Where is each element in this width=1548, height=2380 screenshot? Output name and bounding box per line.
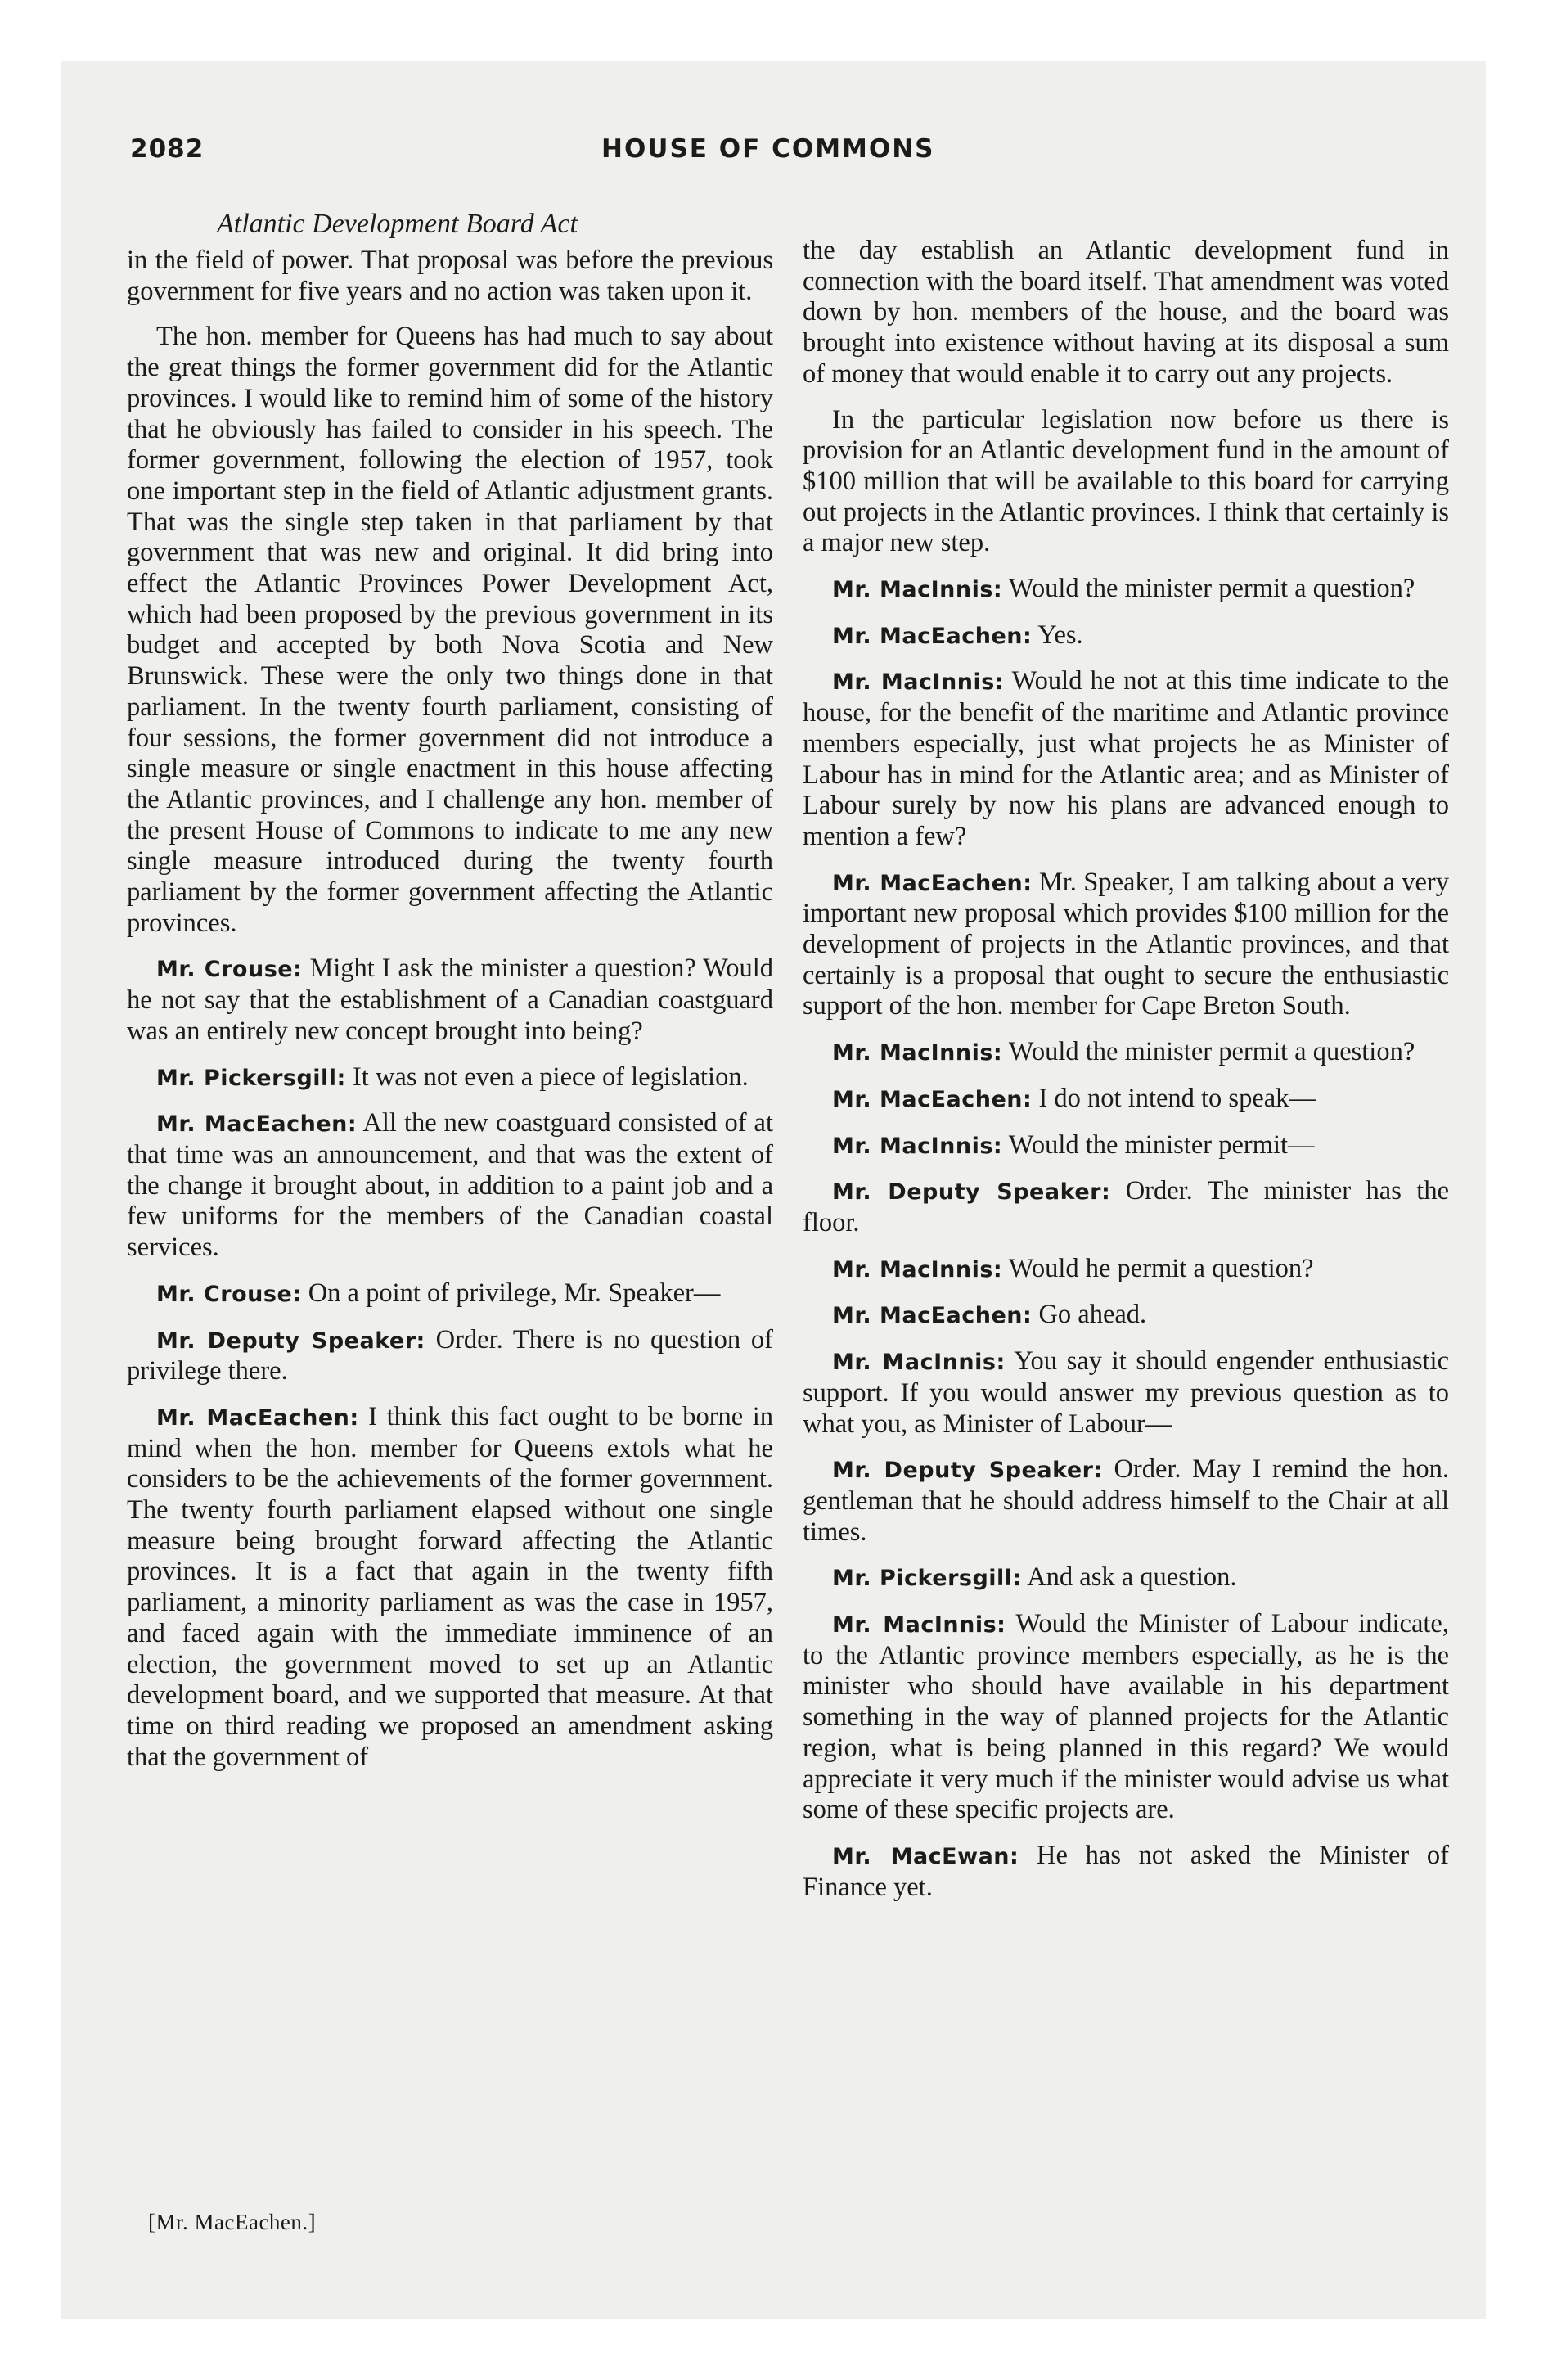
speaker-name: Mr. MacEwan: (832, 1843, 1019, 1869)
speaker-name: Mr. MacEachen: (832, 623, 1033, 649)
speech-text: in the field of power. That proposal was before the previous government for five years and no action was taken upon it. (127, 246, 773, 306)
speaker-name: Mr. MacEachen: (156, 1404, 359, 1431)
speech-paragraph (127, 246, 773, 307)
speech-paragraph (127, 1278, 773, 1310)
speech-paragraph (803, 620, 1449, 652)
speech-paragraph (803, 1300, 1449, 1332)
speaker-name: Mr. Pickersgill: (156, 1065, 346, 1091)
speech-text: Would he permit a question? (1008, 1253, 1314, 1283)
speaker-name: Mr. MacInnis: (832, 1133, 1003, 1159)
speech-paragraph (803, 236, 1449, 390)
speech-paragraph (803, 666, 1449, 852)
speaker-name: Mr. MacInnis: (832, 1256, 1003, 1282)
page-number: 2082 (130, 134, 205, 164)
right-column (803, 236, 1449, 1918)
speech-paragraph (803, 1254, 1449, 1286)
speech-paragraph (803, 868, 1449, 1023)
hansard-page (127, 131, 1460, 2262)
speech-paragraph (803, 405, 1449, 560)
speech-paragraph (127, 1325, 773, 1387)
speaker-name: Mr. MacEachen: (832, 1303, 1033, 1329)
speech-text: Order. The minister has the floor. (803, 1176, 1450, 1237)
speaker-name: Mr. MacInnis: (832, 577, 1003, 603)
speech-text: The hon. member for Queens has had much to say about the great things the former government did for the Atlantic provinces. I would like to remind him of some of the history that he obviously has failed to consider in his speech. The former government, following the election of 1957, took one important step in the field of Atlantic adjustment grants. That was the single step taken in that parliament by that government that was new and original. It did bring into effect the Atlantic Provinces Power Development Act, which had been proposed by the previous government in its budget and accepted by both Nova Scotia and New Brunswick. These were the only two things done in that parliament. In the twenty fourth parliament, consisting of four sessions, the former government did not introduce a single measure or single enactment in this house affecting the Atlantic provinces, and I challenge any hon. member of the present House of Commons to indicate to me any new single measure introduced during the twenty fourth parliament by the former government affecting the Atlantic provinces. (127, 322, 773, 938)
speech-paragraph (127, 1402, 773, 1773)
speech-paragraph (803, 1037, 1449, 1069)
speech-text: Mr. Speaker, I am talking about a very important new proposal which provides $100 million for the development of projects in the Atlantic provinces, and that certainly is a proposal that ought to secure the enthusiastic support of the hon. member for Cape Breton South. (803, 867, 1449, 1021)
speaker-name: Mr. MacEachen: (832, 1086, 1033, 1112)
speaker-name: Mr. MacInnis: (832, 1040, 1003, 1066)
speech-paragraph (803, 1454, 1449, 1548)
speaker-name: Mr. Crouse: (156, 957, 303, 983)
left-column (127, 208, 773, 1787)
speech-text: Would he not at this time indicate to the house, for the benefit of the maritime and Atlantic province members especially, just what projects he as Minister of Labour has in mind for the Atlantic area; and as Minister of Labour surely by now his plans are advanced enough to mention a few? (803, 666, 1449, 851)
speech-text: It was not even a piece of legislation. (352, 1062, 749, 1092)
speech-text: Might I ask the minister a question? Would he not say that the establishment of a Canadian coastguard was an entirely new concept brought into being? (127, 953, 773, 1046)
speech-paragraph (803, 1562, 1449, 1594)
journal-title: HOUSE OF COMMONS (601, 134, 935, 164)
speech-text: Would the Minister of Labour indicate, to the Atlantic province members especially, as he is the minister who should have available in his department something in the way of planned projects for the Atlantic region, what is being planned in this regard? We would appreciate it very much if the minister would advise us what some of these specific projects are. (803, 1609, 1449, 1825)
footer-attribution: [Mr. MacEachen.] (148, 2210, 317, 2234)
running-head (127, 131, 1460, 167)
speech-text: Order. May I remind the hon. gentleman that he should address himself to the Chair at all times. (803, 1454, 1450, 1547)
body-columns (127, 167, 1460, 2262)
speech-paragraph (803, 1609, 1449, 1826)
speech-text: I think this fact ought to be borne in mind when the hon. member for Queens extols what he considers to be the achievements of the former government. The twenty fourth parliament elapsed without one single measure being brought forward affecting the Atlantic provinces. It is a fact that again in the twenty fifth parliament, a minority parliament as was the case in 1957, and faced again with the immediate imminence of an election, the government moved to set up an Atlantic development board, and we supported that measure. At that time on third reading we proposed an amendment asking that the government of (127, 1401, 774, 1772)
speech-paragraph (127, 953, 773, 1047)
speech-paragraph (803, 1084, 1449, 1116)
speaker-name: Mr. Deputy Speaker: (832, 1179, 1111, 1206)
speaker-name: Mr. Pickersgill: (832, 1566, 1022, 1592)
speech-paragraph (803, 1176, 1449, 1238)
speaker-name: Mr. Deputy Speaker: (156, 1327, 425, 1354)
speaker-name: Mr. MacInnis: (832, 1350, 1006, 1376)
speech-text: Would the minister permit— (1008, 1129, 1315, 1160)
speech-text: Order. There is no question of privilege there. (127, 1324, 773, 1386)
speech-text: All the new coastguard consisted of at that time was an announcement, and that was the extent of the change it brought about, in addition to a paint job and a few uniforms for the members of the Canadian coastal services. (127, 1108, 773, 1263)
speech-paragraph (803, 1346, 1449, 1440)
speaker-name: Mr. MacEachen: (832, 870, 1033, 896)
speech-paragraph (803, 1130, 1449, 1162)
speaker-name: Mr. MacInnis: (832, 1612, 1006, 1639)
speech-paragraph (127, 1108, 773, 1264)
speech-text: On a point of privilege, Mr. Speaker— (308, 1278, 721, 1308)
speech-paragraph (127, 322, 773, 939)
speech-paragraph (803, 1841, 1449, 1903)
speech-text: In the particular legislation now before us there is provision for an Atlantic development fund in the amount of $100 million that will be available to this board for carrying out projects in the Atlantic provinces. I think that certainly is a major new step. (803, 404, 1449, 558)
speech-text: You say it should engender enthusiastic support. If you would answer my previous question as to what you, as Minister of Labour— (803, 1346, 1449, 1439)
speaker-name: Mr. Deputy Speaker: (832, 1458, 1103, 1484)
speaker-name: Mr. Crouse: (156, 1281, 302, 1307)
speech-paragraph (803, 574, 1449, 606)
speech-paragraph (127, 1062, 773, 1094)
speech-text: And ask a question. (1027, 1562, 1237, 1593)
speech-text: He has not asked the Minister of Finance yet. (803, 1840, 1449, 1902)
speaker-name: Mr. MacEachen: (156, 1111, 358, 1138)
speech-text: Would the minister permit a question? (1008, 1037, 1415, 1067)
speech-text: Go ahead. (1038, 1300, 1147, 1330)
speaker-name: Mr. MacInnis: (832, 669, 1005, 696)
speech-text: I do not intend to speak— (1038, 1083, 1316, 1113)
section-title: Atlantic Development Board Act (217, 209, 578, 239)
speech-text: the day establish an Atlantic development fund in connection with the board itself. That amendment was voted down by hon. members of the house, and the board was brought into existence without having at its disposal a sum of money that would enable it to carry out any projects. (803, 236, 1449, 389)
speech-text: Yes. (1037, 620, 1083, 650)
speech-text: Would the minister permit a question? (1008, 574, 1415, 604)
